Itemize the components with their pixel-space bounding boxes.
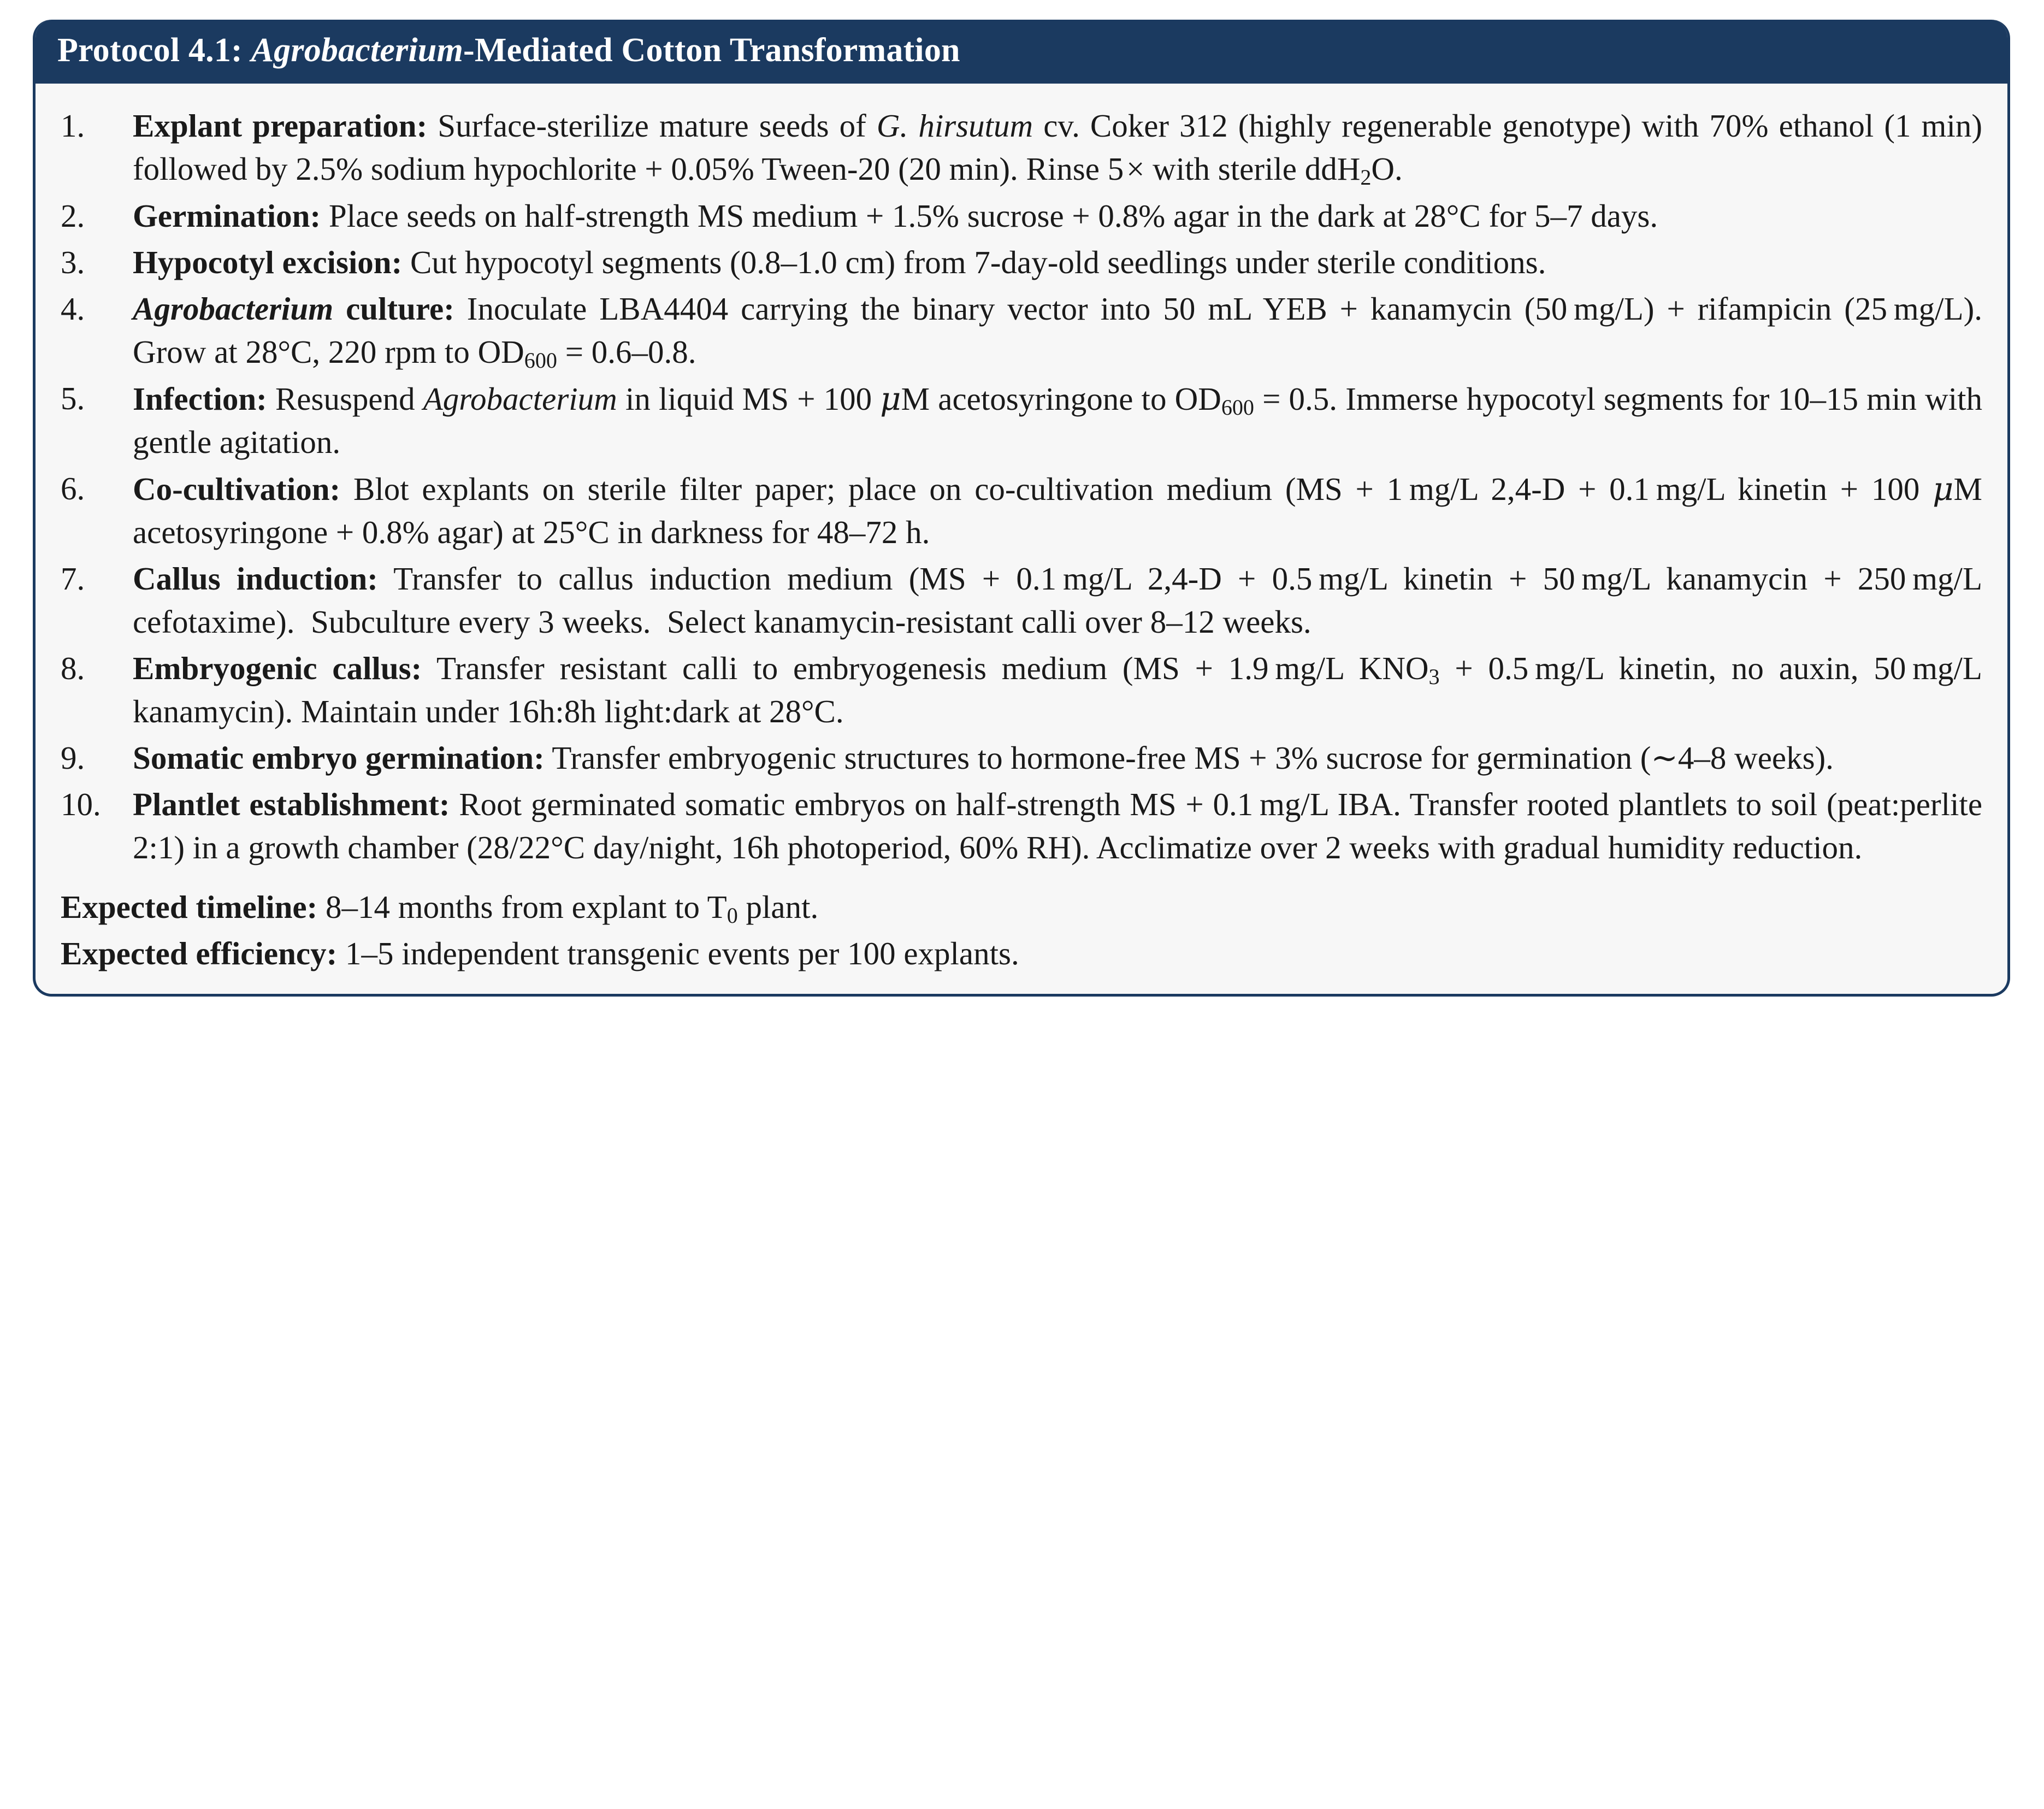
protocol-title — [57, 32, 1986, 69]
expected-efficiency-label: Expected efficiency: — [61, 935, 338, 972]
step-number: 6. — [61, 470, 85, 506]
protocol-step: 3. Hypocotyl excision: Cut hypocotyl segments (0.8–1.0 cm) from 7-day-old seedlings under sterile conditions. — [61, 241, 1982, 284]
protocol-step: 5. Infection: Resuspend Agrobacterium in liquid MS + 100 μM acetosyringone to $OD_{600} = 0.5$. Immerse hypocotyl segments for 10–15 min with gentle agitation. — [61, 377, 1982, 464]
step-label: Hypocotyl excision: — [133, 244, 403, 280]
title-genus-italic: Agrobacterium — [251, 32, 464, 69]
expected-timeline-label: Expected timeline: — [61, 889, 318, 926]
step-label: Callus induction: — [133, 560, 378, 597]
title-suffix: -Mediated Cotton Transformation — [463, 32, 960, 69]
subscript-0: 0 — [726, 903, 738, 928]
subscript-2: 2 — [1360, 165, 1372, 190]
expected-efficiency-line: Expected efficiency: 1–5 independent transgenic events per 100 explants. — [61, 935, 1019, 972]
protocol-step: 10. Plantlet establishment: Root germinated somatic embryos on half-strength MS + 0.1 mg/L IBA. Transfer rooted plantlets to soil (peat:perlite 2:1) in a growth chamber (28/22°C day/night, 16h photoperiod, 60% RH). Acclimatize over 2 weeks with gradual humidity reduction. — [61, 783, 1982, 869]
step-number: 3. — [61, 244, 85, 280]
step-number: 2. — [61, 197, 85, 234]
protocol-step: 1. Explant preparation: Surface-sterilize mature seeds of G. hirsutum cv. Coker 312 (highly regenerable genotype) with 70% ethanol (1 min) followed by 2.5% sodium hypochlorite + 0.05% Tween-20 (20 min). Rinse 5 × with sterile ddH$_2$O. — [61, 104, 1982, 191]
protocol-box — [33, 20, 2010, 997]
genus-name: Agrobacterium — [423, 380, 617, 417]
step-number: 10. — [61, 786, 101, 823]
step-label: culture: — [333, 290, 454, 327]
subscript-3: 3 — [1428, 664, 1440, 689]
protocol-footer — [61, 886, 1982, 975]
step-number: 1. — [61, 108, 85, 144]
step-label: Embryogenic callus: — [133, 650, 422, 686]
micro-symbol: μ — [880, 379, 901, 417]
micro-symbol: μ — [1933, 469, 1954, 508]
protocol-body — [36, 84, 2007, 994]
protocol-steps-list — [61, 104, 1982, 869]
step-label: Explant preparation: — [133, 108, 428, 144]
step-label: Infection: — [133, 380, 267, 417]
step-number: 5. — [61, 380, 85, 416]
subscript-600: 600 — [524, 347, 557, 373]
step-label: Germination: — [133, 197, 321, 234]
protocol-header — [36, 20, 2007, 84]
step-label: Somatic embryo germination: — [133, 740, 545, 776]
step-number: 8. — [61, 650, 85, 686]
step-number: 9. — [61, 740, 85, 776]
step-label: Plantlet establishment: — [133, 786, 450, 823]
expected-timeline-line: Expected timeline: 8–14 months from explant to $T_0$ plant. — [61, 889, 819, 928]
protocol-step: 9. Somatic embryo germination: Transfer embryogenic structures to hormone-free MS + 3% sucrose for germination (∼4–8 weeks). — [61, 736, 1982, 780]
step-number: 7. — [61, 560, 85, 597]
step-label: Co-cultivation: — [133, 470, 341, 507]
step-number: 4. — [61, 290, 85, 327]
step-label-genus: Agrobacterium — [133, 290, 334, 327]
protocol-step: 4. Agrobacterium culture: Inoculate LBA4404 carrying the binary vector into 50 mL YEB + kanamycin (50 mg/L) + rifampicin (25 mg/L). Grow at 28°C, 220 rpm to $OD_{600} = 0.6-0.8$. — [61, 287, 1982, 374]
title-prefix: Protocol 4.1: — [57, 32, 251, 69]
species-name: G. hirsutum — [876, 108, 1033, 144]
subscript-600: 600 — [1221, 394, 1254, 420]
protocol-step: 6. Co-cultivation: Blot explants on sterile filter paper; place on co-cultivation medium (MS + 1 mg/L 2,4-D + 0.1 mg/L kinetin + 100 μM acetosyringone + 0.8% agar) at 25°C in darkness for 48–72 h. — [61, 467, 1982, 554]
protocol-step: 7. Callus induction: Transfer to callus induction medium (MS + 0.1 mg/L 2,4-D + 0.5 mg/L kinetin + 50 mg/L kanamycin + 250 mg/L cefotaxime). Subculture every 3 weeks. Select kanamycin-resistant calli over 8–12 weeks. — [61, 557, 1982, 644]
protocol-step: 8. Embryogenic callus: Transfer resistant calli to embryogenesis medium (MS + 1.9 mg/L $KNO_3 + 0.5$ mg/L kinetin, no auxin, 50 mg/L kanamycin). Maintain under 16h:8h light:dark at 28°C. — [61, 647, 1982, 733]
protocol-step: 2. Germination: Place seeds on half-strength MS medium + 1.5% sucrose + 0.8% agar in the dark at 28°C for 5–7 days. — [61, 195, 1982, 238]
